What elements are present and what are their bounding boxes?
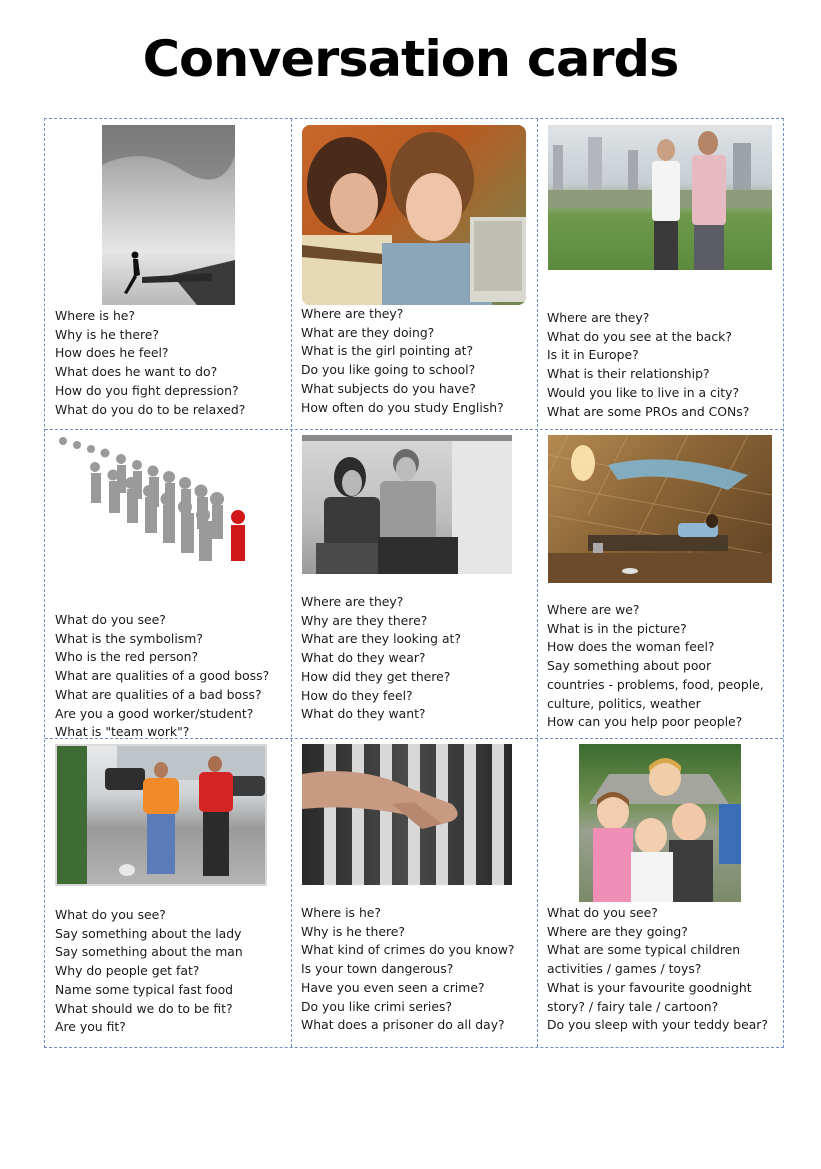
card-children [537,738,783,1049]
card-two-men [291,429,537,738]
question-list [301,904,515,1035]
question: Where are they going? [547,923,688,939]
question: Where is he? [55,308,136,323]
question: story? / fairy tale / cartoon? [547,998,719,1014]
question: What do you see? [55,612,166,627]
question: Why are they there? [301,612,428,628]
question: Would you like to live in a city? [547,384,740,400]
question-list [55,906,243,1037]
question: Is it in Europe? [547,347,639,363]
question: What is their relationship? [547,366,710,382]
question: culture, politics, weather [547,695,701,711]
photo-team-figures [55,433,255,563]
question: Are you fit? [55,1019,126,1035]
question-list [301,593,461,724]
question: What do you see? [547,905,658,920]
question: Where are they? [301,594,404,609]
question: Do you sleep with your teddy bear? [547,1017,768,1033]
question: Who is the red person? [55,649,199,665]
question: What subjects do you have? [301,380,476,396]
card-couple-city [537,119,783,429]
card-poor-hut [537,429,783,738]
question: Do you like going to school? [301,362,476,378]
question: What are they looking at? [301,631,461,647]
question: How does the woman feel? [547,639,715,655]
question: What is the girl pointing at? [301,343,474,359]
photo-prison [302,744,512,885]
photo-two-men [302,435,512,574]
question-list [547,904,768,1035]
question: What does he want to do? [55,364,218,380]
question: Have you even seen a crime? [301,979,485,995]
question: Is your town dangerous? [301,961,454,977]
question: Where are they? [547,310,650,325]
question: countries - problems, food, people, [547,676,764,692]
question: Do you like crimi series? [301,998,453,1014]
card-team-figures [45,429,291,738]
photo-couple-city [548,125,772,270]
photo-man-on-cliff [102,125,235,305]
question: Why is he there? [55,326,159,342]
card-man-on-cliff [45,119,291,429]
card-grid [44,118,784,1048]
photo-students-laptop [302,125,526,305]
question: What is "team work"? [55,724,190,740]
question: What are they doing? [301,324,435,340]
question-list [55,611,269,742]
question: What are some PROs and CONs? [547,403,750,419]
question: How did they get there? [301,668,451,684]
question: Are you a good worker/student? [55,705,254,721]
photo-children [579,744,741,902]
question: What should we do to be fit? [55,1000,233,1016]
question: Where are we? [547,602,640,617]
question: Why is he there? [301,923,405,939]
question-list [547,309,749,421]
photo-poor-hut [548,435,772,583]
question: What is the symbolism? [55,630,203,646]
card-prison [291,738,537,1049]
question-list [55,307,245,419]
question-list [301,305,504,417]
question: What do you see? [55,907,166,922]
question: Say something about the man [55,944,243,960]
question: Why do people get fat? [55,963,200,979]
question: activities / games / toys? [547,961,702,977]
question: What are qualities of a bad boss? [55,686,262,702]
question: Say something about the lady [55,925,242,941]
question: Say something about poor [547,658,712,674]
question: How do you fight depression? [55,382,239,398]
photo-couple-walking [55,744,267,886]
question: What kind of crimes do you know? [301,942,515,958]
question: Where is he? [301,905,382,920]
question: What do they want? [301,706,426,722]
page-title: Conversation cards [142,30,679,88]
card-students-laptop [291,119,537,429]
question: What is your favourite goodnight [547,979,752,995]
question: Name some typical fast food [55,981,234,997]
question: What is in the picture? [547,620,687,636]
question: How often do you study English? [301,399,504,415]
question-list [547,601,764,732]
question: What are some typical children [547,942,741,958]
question: How do they feel? [301,687,413,703]
question: What do they wear? [301,650,426,666]
question: How does he feel? [55,345,169,361]
question: Where are they? [301,306,404,321]
question: What do you see at the back? [547,328,732,344]
question: What does a prisoner do all day? [301,1017,505,1033]
question: What are qualities of a good boss? [55,668,270,684]
card-couple-walking [45,738,291,1049]
question: How can you help poor people? [547,714,743,730]
question: What do you do to be relaxed? [55,401,246,417]
